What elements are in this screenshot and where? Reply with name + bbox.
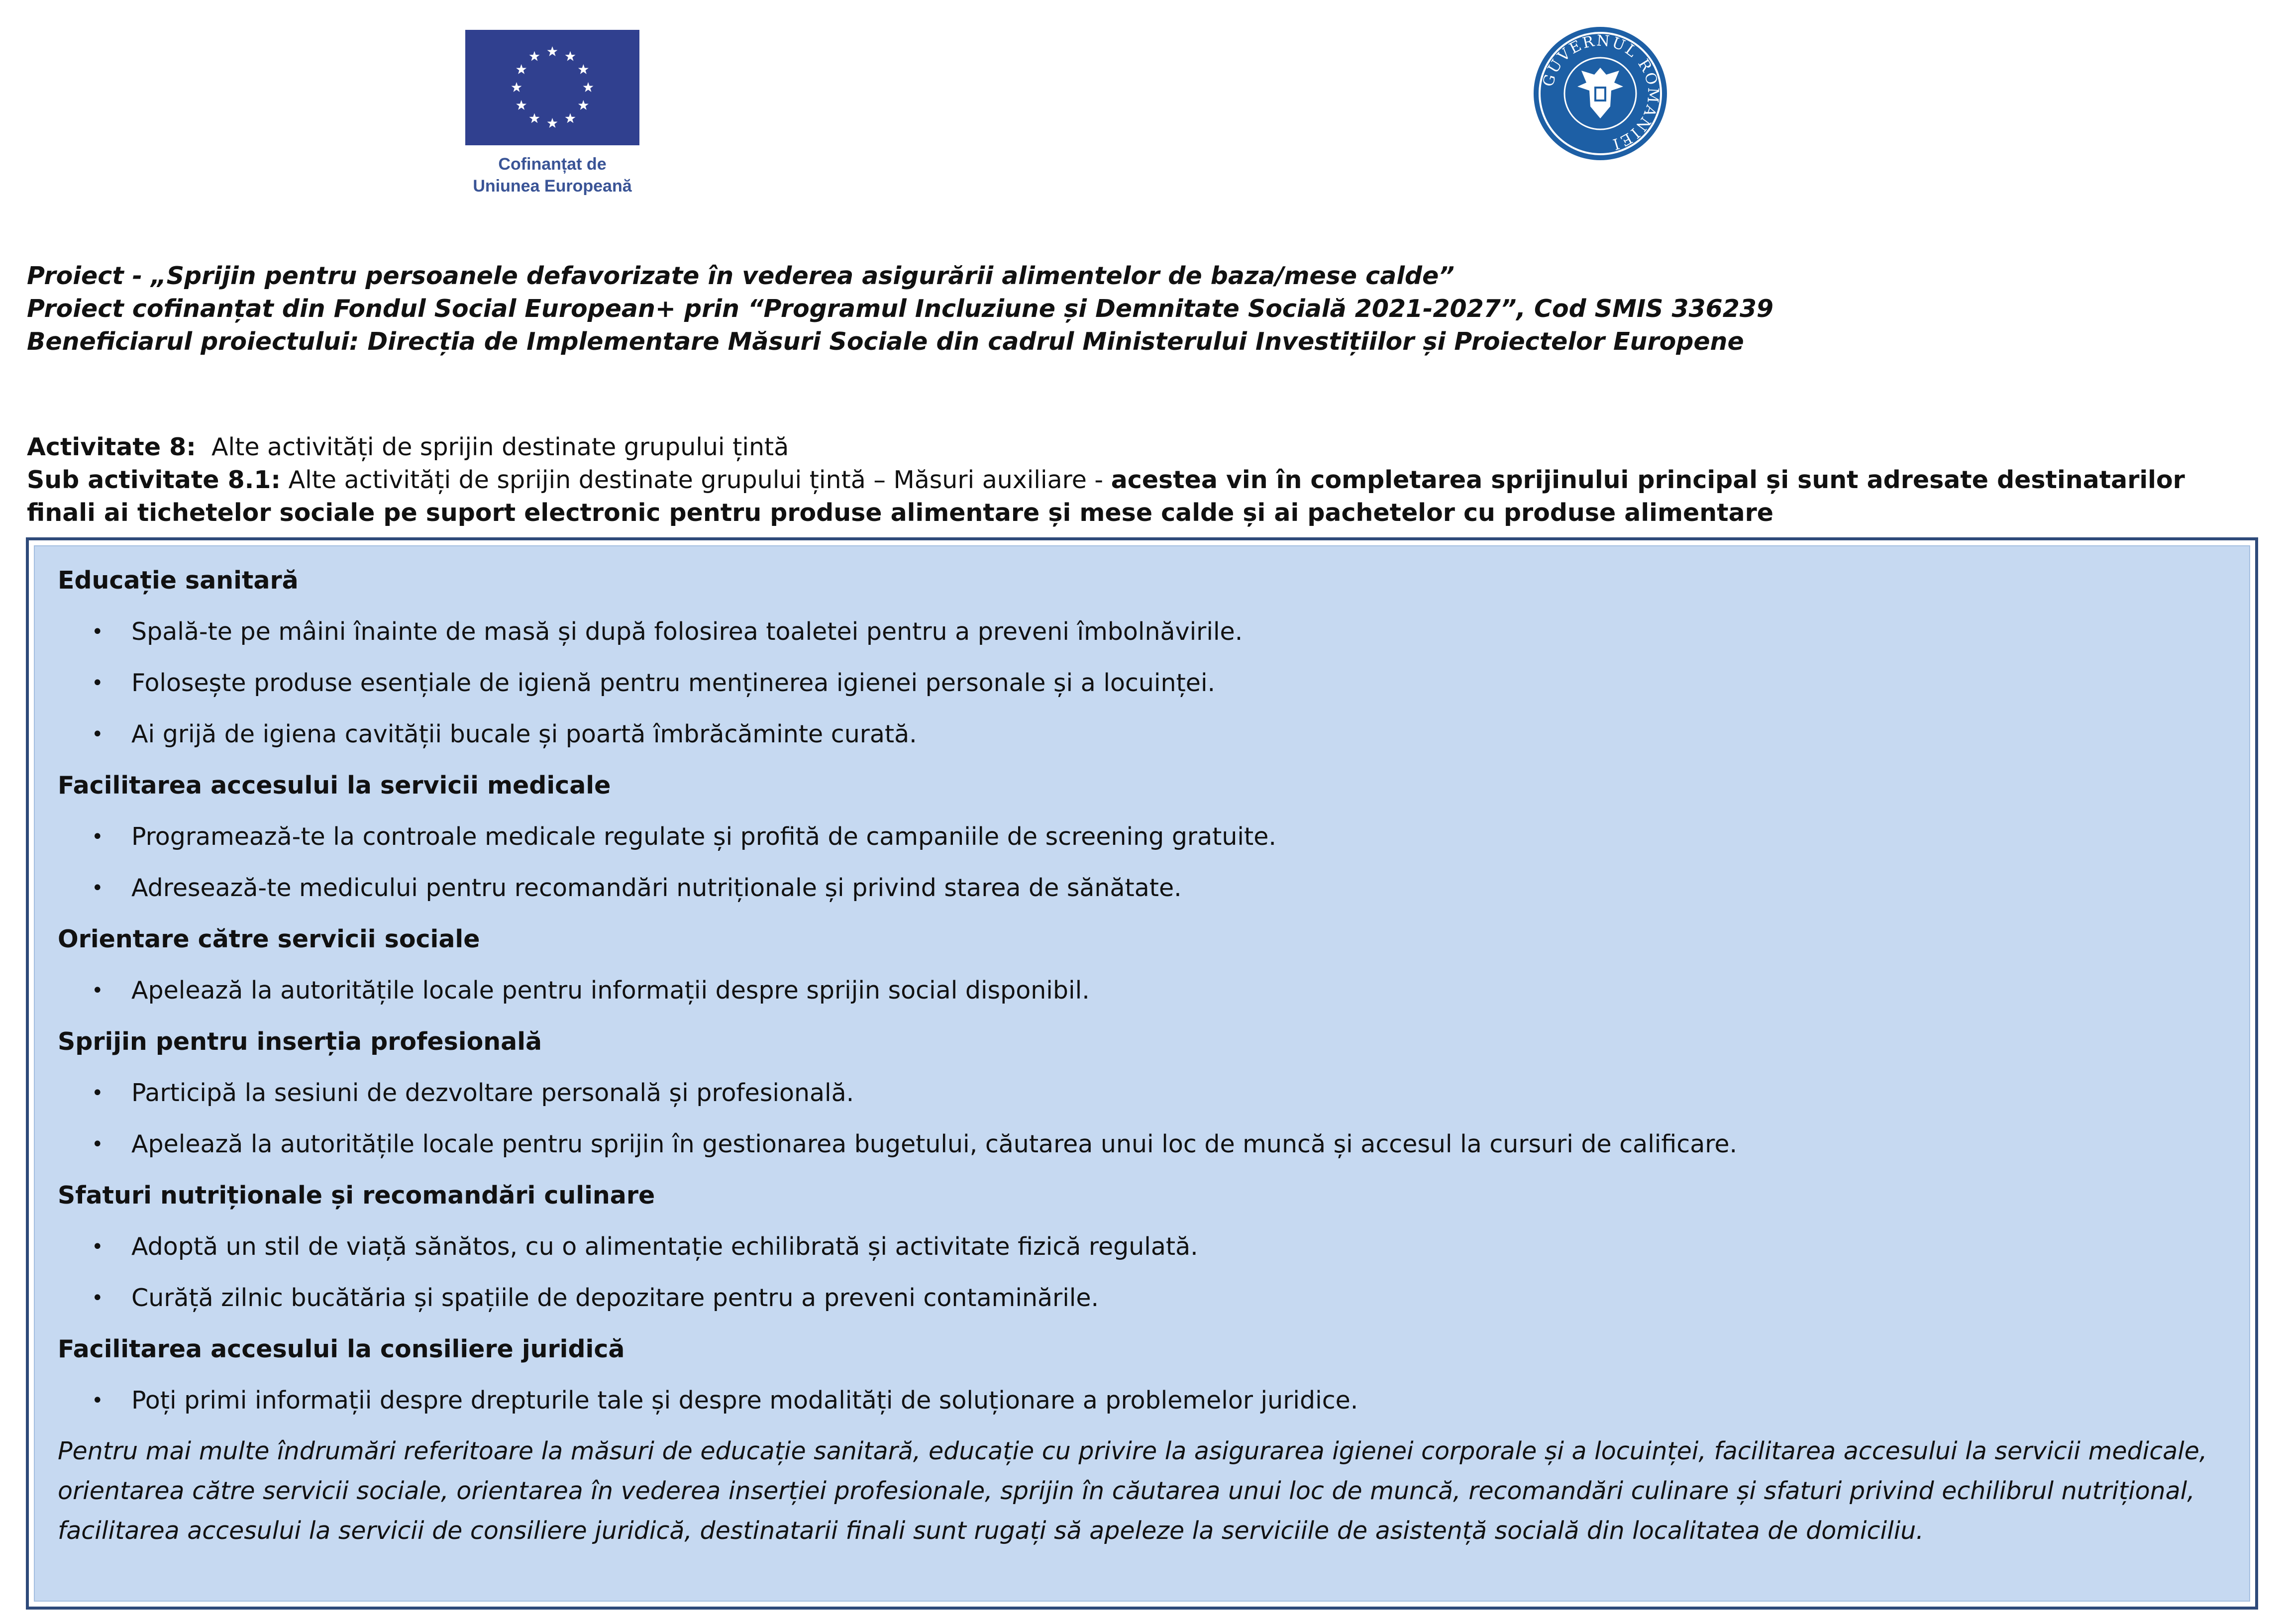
list-item: • Adresează-te medicului pentru recomandări nutriționale și privind starea de sănătate. (58, 872, 2237, 905)
eu-caption (465, 153, 639, 197)
section-list-medical-access (58, 820, 2237, 905)
list-item: • Poți primi informații despre drepturile tale și despre modalități de soluționare a problemelor juridice. (58, 1384, 2237, 1417)
sub-activity-bold-1: acestea vin în completarea sprijinului principal și sunt adresate destinatarilor (1111, 466, 2185, 494)
section-list-legal-counseling (58, 1384, 2237, 1417)
section-list-professional-insertion (58, 1077, 2237, 1161)
eu-star-icon (516, 64, 526, 74)
gov-seal-svg (1532, 25, 1669, 162)
list-item: • Curăță zilnic bucătăria și spațiile de depozitare pentru a preveni contaminările. (58, 1282, 2237, 1315)
list-item: • Ai grijă de igiena cavității bucale și poartă îmbrăcăminte curată. (58, 718, 2237, 751)
section-list-sanitary-education (58, 615, 2237, 751)
list-item: • Apelează la autoritățile locale pentru informații despre sprijin social disponibil. (58, 974, 2237, 1007)
eu-star-icon (565, 51, 576, 61)
guvernul-romaniei-seal-icon (1532, 25, 1669, 162)
eu-star-icon (578, 100, 589, 110)
list-item: • Participă la sesiuni de dezvoltare personală și profesională. (58, 1077, 2237, 1110)
project-cofinancing: Proiect cofinanțat din Fondul Social European+ prin “Programul Incluziune și Demnitate Socială 2021-2027”, Cod SMIS 336239 (27, 295, 1774, 323)
section-title-professional-insertion: Sprijin pentru inserția profesională (58, 1027, 542, 1056)
eu-caption-line2: Uniunea Europeană (473, 177, 632, 196)
eu-flag-icon (465, 30, 639, 145)
section-title-nutrition: Sfaturi nutriționale și recomandări culinare (58, 1181, 655, 1210)
section-list-social-services (58, 974, 2237, 1007)
section-list-nutrition (58, 1230, 2237, 1315)
eu-star-icon (529, 113, 540, 123)
activity-line (27, 431, 2256, 464)
info-box (26, 537, 2258, 1610)
activity-text: Alte activități de sprijin destinate grupului țintă (211, 433, 789, 461)
eu-star-icon (512, 82, 522, 92)
sub-activity-label: Sub activitate 8.1: (27, 466, 281, 494)
list-item: • Spală-te pe mâini înainte de masă și după folosirea toaletei pentru a preveni îmbolnăvirile. (58, 615, 2237, 648)
gov-seal-text: GUVERNUL ROMÂNIEI (1539, 32, 1662, 153)
info-box-inner (34, 545, 2250, 1602)
section-title-legal-counseling: Facilitarea accesului la consiliere juridică (58, 1335, 625, 1363)
activity-block (27, 431, 2256, 529)
eu-star-icon (565, 113, 576, 123)
section-title-sanitary-education: Educație sanitară (58, 566, 299, 595)
eu-logo (465, 30, 639, 197)
eu-star-icon (547, 118, 558, 128)
info-box-content (58, 564, 2237, 1551)
eu-stars (465, 30, 639, 145)
list-item: • Adoptă un stil de viață sănătos, cu o alimentație echilibrată și activitate fizică regulată. (58, 1230, 2237, 1263)
eu-star-icon (529, 51, 540, 61)
eu-star-icon (583, 82, 594, 92)
eu-caption-line1: Cofinanțat de (498, 155, 607, 174)
list-item: • Apelează la autoritățile locale pentru sprijin în gestionarea bugetului, căutarea unui loc de muncă și accesul la cursuri de calificare. (58, 1128, 2237, 1161)
footer-note: Pentru mai multe îndrumări referitoare la măsuri de educație sanitară, educație cu privire la asigurarea igienei corporale și a locuinței, facilitarea accesului la servicii medicale, orientarea către servicii sociale, orientarea în vederea inserției profesionale, sprijin în căutarea unui loc de muncă, recomandări culinare și sfaturi privind echilibrul nutrițional, facilitarea accesului la servicii de consiliere juridică, destinatarii finali sunt rugați să apeleze la serviciile de asistență socială din localitatea de domiciliu. (58, 1437, 2207, 1545)
activity-label: Activitate 8: (27, 433, 196, 461)
project-title: Proiect - „Sprijin pentru persoanele defavorizate în vederea asigurării alimentelor de baza/mese calde” (27, 262, 1454, 290)
list-item: • Programează-te la controale medicale regulate și profită de campaniile de screening gratuite. (58, 820, 2237, 853)
section-title-medical-access: Facilitarea accesului la servicii medicale (58, 771, 611, 800)
sub-activity-bold-2: finali ai tichetelor sociale pe suport electronic pentru produse alimentare și mese calde și ai pachetelor cu produse alimentare (27, 499, 1774, 527)
list-item: • Folosește produse esențiale de igienă pentru menținerea igienei personale și a locuinței. (58, 667, 2237, 700)
project-beneficiary: Beneficiarul proiectului: Direcția de Implementare Măsuri Sociale din cadrul Ministerului Investițiilor și Proiectelor Europene (27, 327, 1744, 356)
eu-star-icon (547, 46, 558, 56)
eu-star-icon (578, 64, 589, 74)
sub-activity-text: Alte activități de sprijin destinate grupului țintă – Măsuri auxiliare - (288, 466, 1104, 494)
eu-star-icon (516, 100, 526, 110)
sub-activity-line (27, 464, 2256, 497)
section-title-social-services: Orientare către servicii sociale (58, 925, 480, 953)
project-header (27, 260, 2256, 358)
